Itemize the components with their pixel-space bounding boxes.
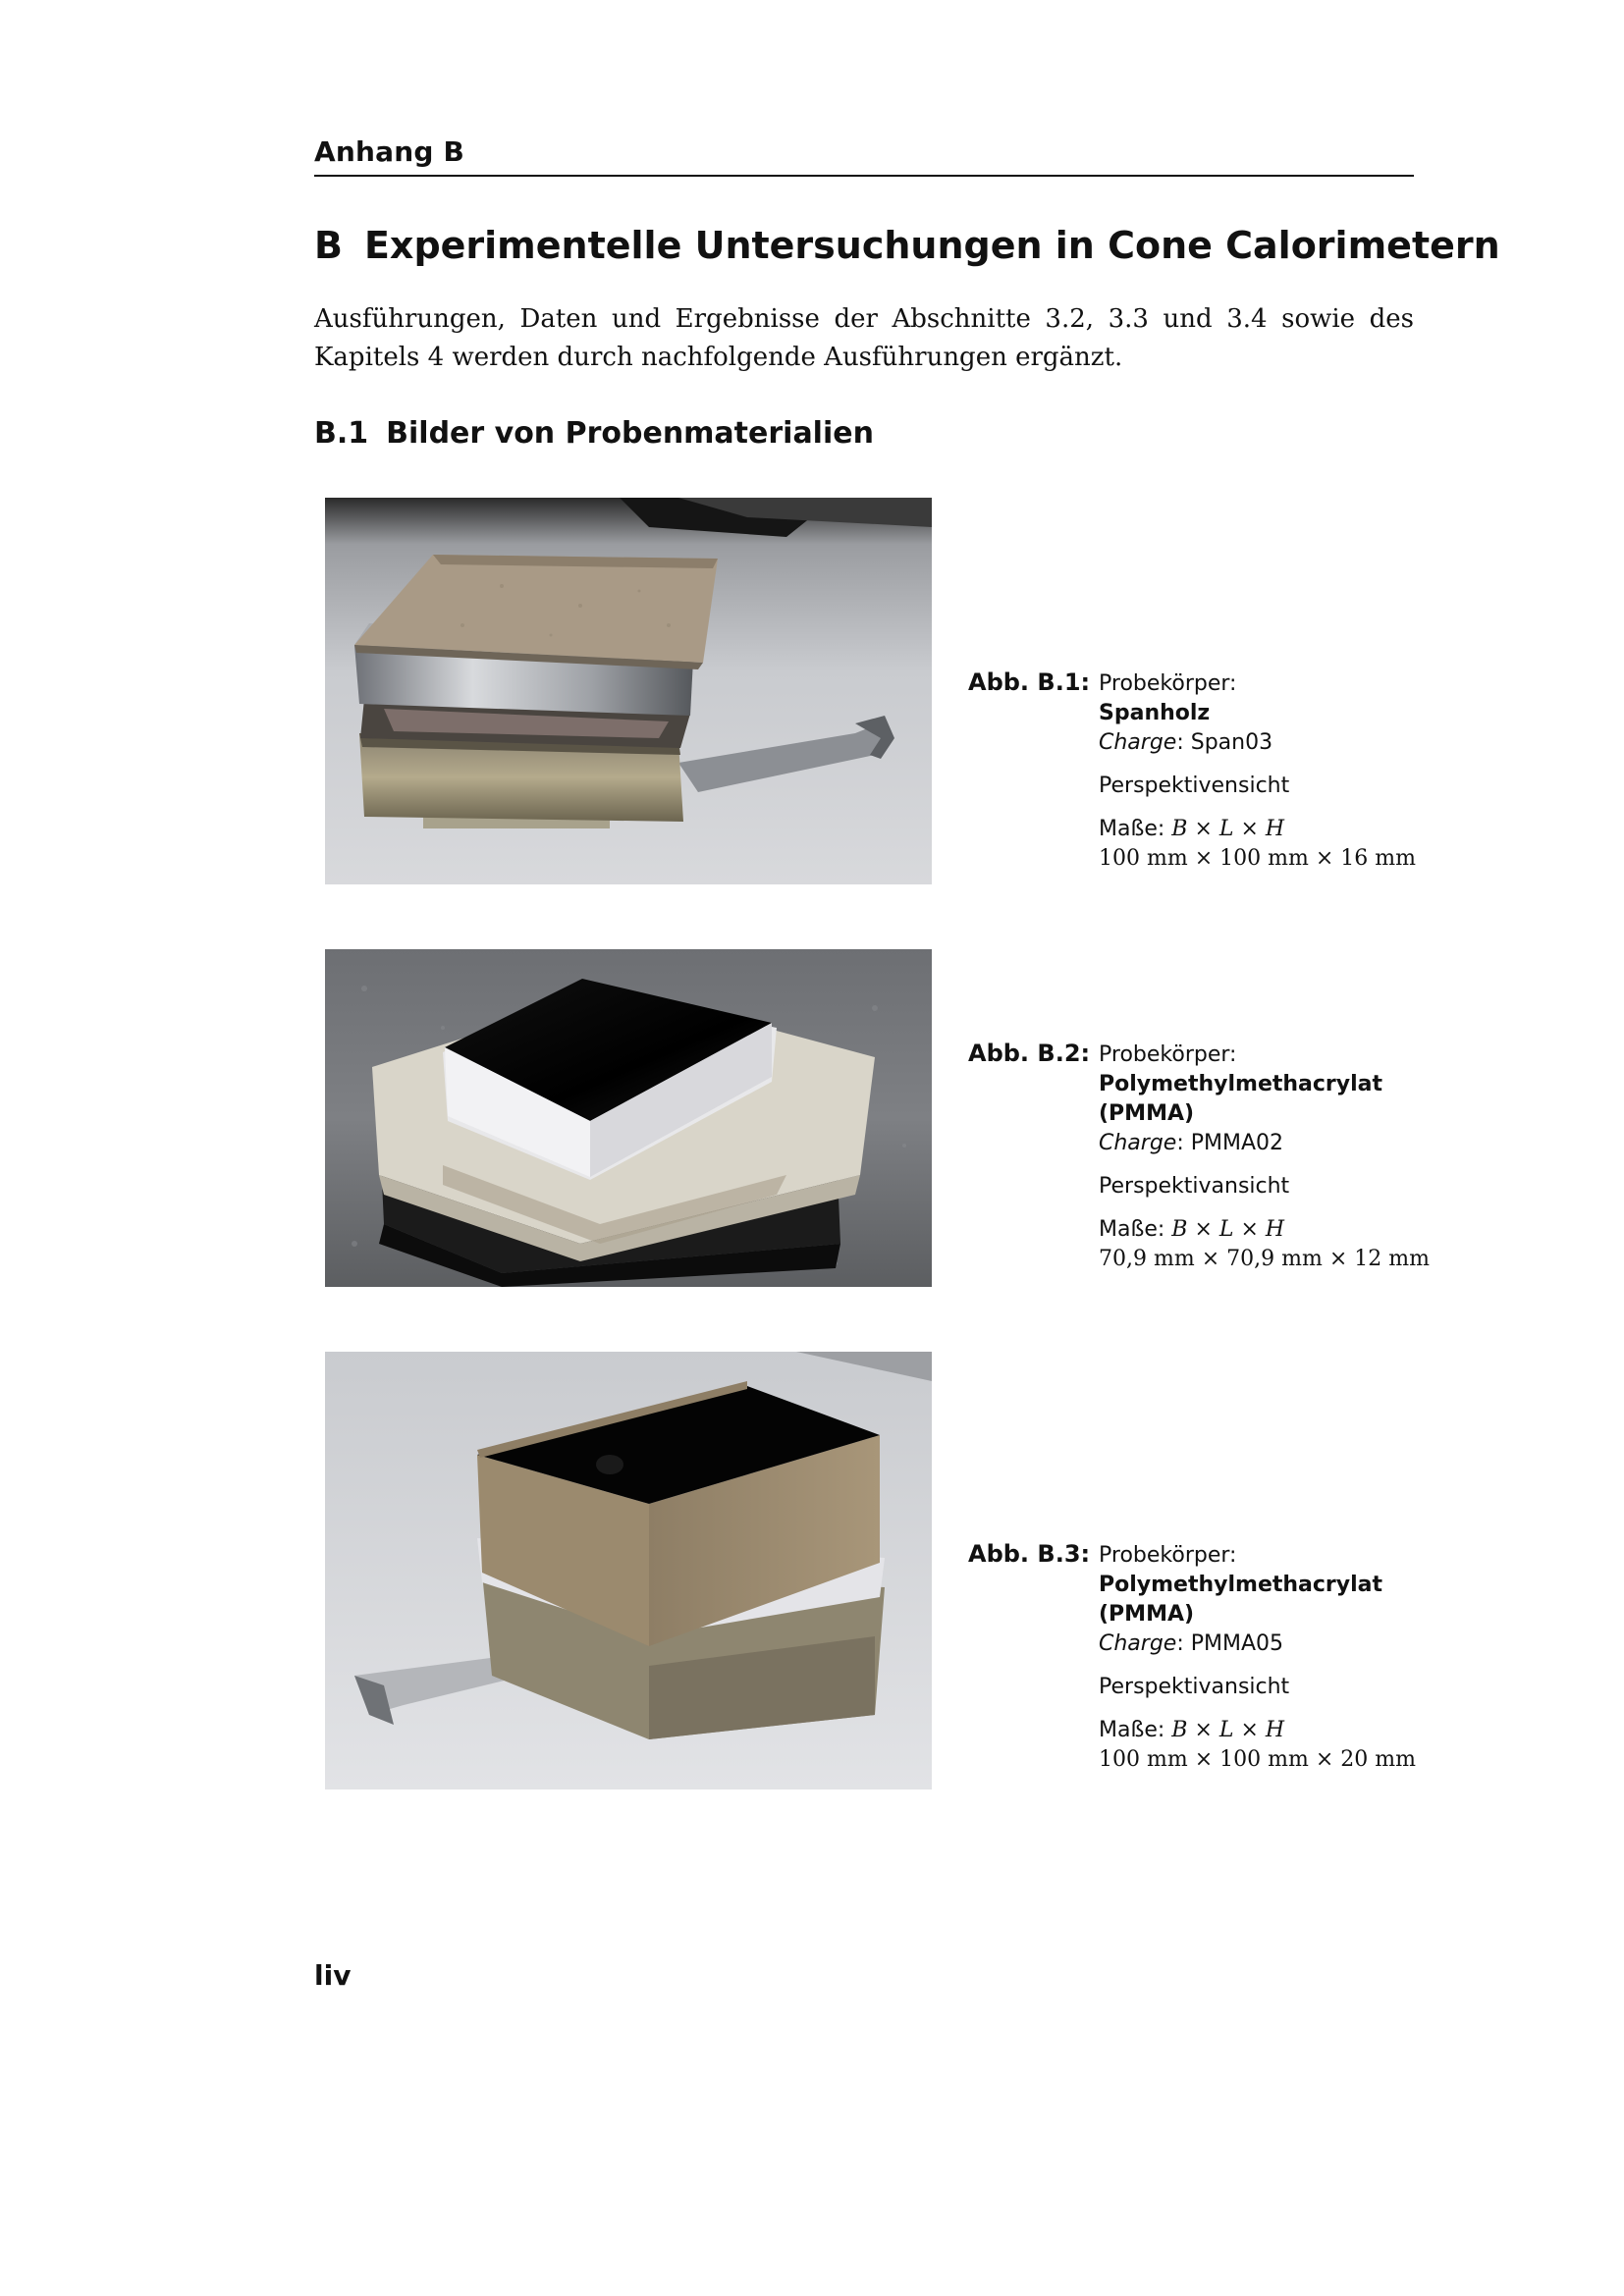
dims-vars: B × L × H [1171, 1217, 1285, 1242]
specimen-label: Probekörper: [1099, 1042, 1237, 1067]
dims-label: Maße: [1099, 817, 1165, 841]
figure-label: Abb. B.3: [968, 1540, 1091, 1568]
charge-value: PMMA05 [1190, 1631, 1284, 1656]
view-label: Perspektivansicht [1099, 1174, 1290, 1199]
charge-line: Charge: PMMA02 [1099, 1131, 1284, 1155]
pmma-specimen-image-1 [325, 949, 932, 1287]
running-head: Anhang B [314, 135, 465, 168]
section-title [314, 416, 874, 451]
caption-body [1099, 669, 1423, 874]
caption-body [1099, 1041, 1430, 1274]
charge-line: Charge: PMMA05 [1099, 1631, 1284, 1656]
chapter-number: B [314, 224, 343, 267]
figure-b1-photo [325, 498, 932, 884]
header-rule [314, 175, 1414, 177]
chapter-title [314, 224, 1500, 267]
dims-value: 100 mm × 100 mm × 16 mm [1099, 846, 1416, 871]
material-name: Spanholz [1099, 701, 1211, 725]
specimen-label: Probekörper: [1099, 671, 1237, 696]
charge-value: PMMA02 [1190, 1131, 1284, 1155]
dims-line [1099, 1215, 1423, 1245]
dims-label: Maße: [1099, 1718, 1165, 1742]
chapter-title-text: Experimentelle Untersuchungen in Cone Calorimetern [363, 224, 1500, 267]
page-number: liv [314, 1959, 352, 1992]
charge-line: Charge: Span03 [1099, 730, 1273, 755]
intro-paragraph: Ausführungen, Daten und Ergebnisse der Abschnitte 3.2, 3.3 und 3.4 sowie des Kapitels 4 werden durch nachfolgende Ausführungen ergänzt. [314, 304, 1414, 372]
dims-vars: B × L × H [1171, 817, 1285, 841]
material-name: Polymethylmethacrylat (PMMA) [1099, 1072, 1383, 1126]
dims-value: 70,9 mm × 70,9 mm × 12 mm [1099, 1247, 1430, 1271]
figure-b2-photo [325, 949, 932, 1287]
dims-line [1099, 815, 1423, 844]
section-title-text: Bilder von Probenmaterialien [386, 416, 874, 451]
figure-label: Abb. B.1: [968, 668, 1091, 696]
charge-label: Charge [1099, 1131, 1177, 1155]
section-number: B.1 [314, 416, 369, 451]
charge-label: Charge [1099, 730, 1177, 755]
caption-body [1099, 1541, 1423, 1775]
figure-b3-photo [325, 1352, 932, 1789]
dims-vars: B × L × H [1171, 1718, 1285, 1742]
dims-line [1099, 1716, 1423, 1745]
pmma-specimen-image-2 [325, 1352, 932, 1789]
particle-board-specimen-image [325, 498, 932, 884]
view-label: Perspektivensicht [1099, 774, 1290, 798]
specimen-label: Probekörper: [1099, 1543, 1237, 1568]
material-name: Polymethylmethacrylat (PMMA) [1099, 1573, 1383, 1627]
figure-label: Abb. B.2: [968, 1040, 1091, 1067]
view-label: Perspektivansicht [1099, 1675, 1290, 1699]
dims-value: 100 mm × 100 mm × 20 mm [1099, 1747, 1416, 1772]
charge-label: Charge [1099, 1631, 1177, 1656]
dims-label: Maße: [1099, 1217, 1165, 1242]
charge-value: Span03 [1190, 730, 1273, 755]
